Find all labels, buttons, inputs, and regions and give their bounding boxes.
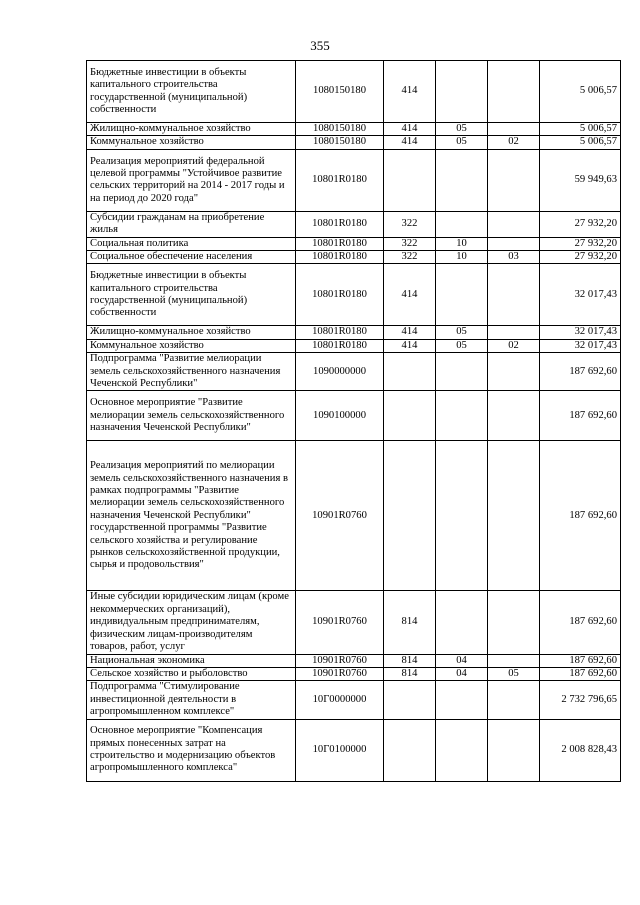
row-code-cell: 1080150180 <box>296 136 384 149</box>
row-subsection-cell <box>488 353 540 391</box>
row-amount-cell: 187 692,60 <box>540 654 621 667</box>
row-code-cell: 10Г0000000 <box>296 681 384 719</box>
row-subsection-cell <box>488 237 540 250</box>
row-name-cell: Основное мероприятие "Компенсация прямых понесенных затрат на строительство и модернизацию объектов агропромышленного комплекса" <box>87 719 296 781</box>
row-subsection-cell: 03 <box>488 251 540 264</box>
table-row <box>87 264 621 326</box>
table-row <box>87 61 621 123</box>
row-section-cell: 10 <box>436 237 488 250</box>
row-section-cell <box>436 719 488 781</box>
row-expense-type-cell: 414 <box>384 339 436 352</box>
row-expense-type-cell <box>384 681 436 719</box>
row-expense-type-cell: 414 <box>384 136 436 149</box>
row-section-cell <box>436 391 488 441</box>
row-expense-type-cell: 814 <box>384 591 436 654</box>
table-row <box>87 123 621 136</box>
row-name-cell: Социальное обеспечение населения <box>87 251 296 264</box>
row-section-cell: 05 <box>436 339 488 352</box>
row-section-cell <box>436 149 488 211</box>
row-section-cell: 05 <box>436 123 488 136</box>
table-row <box>87 211 621 237</box>
row-expense-type-cell: 322 <box>384 251 436 264</box>
row-section-cell: 10 <box>436 251 488 264</box>
table-row <box>87 654 621 667</box>
row-subsection-cell <box>488 149 540 211</box>
row-section-cell <box>436 681 488 719</box>
row-amount-cell: 27 932,20 <box>540 237 621 250</box>
row-expense-type-cell: 814 <box>384 654 436 667</box>
table-row <box>87 441 621 591</box>
row-subsection-cell <box>488 681 540 719</box>
row-amount-cell: 5 006,57 <box>540 123 621 136</box>
row-expense-type-cell <box>384 149 436 211</box>
row-amount-cell: 5 006,57 <box>540 136 621 149</box>
row-code-cell: 10901R0760 <box>296 441 384 591</box>
row-name-cell: Основное мероприятие "Развитие мелиорации земель сельскохозяйственного назначения Чеченской Республики" <box>87 391 296 441</box>
row-subsection-cell <box>488 326 540 339</box>
row-subsection-cell: 02 <box>488 136 540 149</box>
table-row <box>87 667 621 680</box>
row-expense-type-cell: 322 <box>384 211 436 237</box>
row-expense-type-cell: 414 <box>384 61 436 123</box>
row-code-cell: 10801R0180 <box>296 264 384 326</box>
row-expense-type-cell: 814 <box>384 667 436 680</box>
row-amount-cell: 187 692,60 <box>540 353 621 391</box>
row-section-cell: 05 <box>436 326 488 339</box>
table-row <box>87 149 621 211</box>
row-amount-cell: 187 692,60 <box>540 667 621 680</box>
table-row <box>87 237 621 250</box>
row-section-cell <box>436 264 488 326</box>
row-name-cell: Коммунальное хозяйство <box>87 339 296 352</box>
row-amount-cell: 2 008 828,43 <box>540 719 621 781</box>
row-code-cell: 10901R0760 <box>296 667 384 680</box>
row-section-cell: 04 <box>436 667 488 680</box>
row-code-cell: 10801R0180 <box>296 326 384 339</box>
row-name-cell: Коммунальное хозяйство <box>87 136 296 149</box>
row-expense-type-cell <box>384 441 436 591</box>
row-name-cell: Социальная политика <box>87 237 296 250</box>
row-code-cell: 10801R0180 <box>296 211 384 237</box>
row-subsection-cell <box>488 591 540 654</box>
row-code-cell: 1090100000 <box>296 391 384 441</box>
row-subsection-cell: 05 <box>488 667 540 680</box>
table-row <box>87 251 621 264</box>
row-amount-cell: 187 692,60 <box>540 391 621 441</box>
row-code-cell: 1090000000 <box>296 353 384 391</box>
row-amount-cell: 5 006,57 <box>540 61 621 123</box>
row-expense-type-cell <box>384 719 436 781</box>
row-code-cell: 10801R0180 <box>296 339 384 352</box>
row-expense-type-cell: 414 <box>384 326 436 339</box>
table-row <box>87 136 621 149</box>
row-code-cell: 10801R0180 <box>296 237 384 250</box>
row-subsection-cell <box>488 264 540 326</box>
row-name-cell: Реализация мероприятий по мелиорации земель сельскохозяйственного назначения в рамках подпрограммы "Развитие мелиорации земель сельскохозяйственного назначения Чеченской Республики" государственной программы "Развитие сельского хозяйства и регулирование рынков сельскохозяйственной продукции, сырья и продовольствия" <box>87 441 296 591</box>
row-name-cell: Иные субсидии юридическим лицам (кроме некоммерческих организаций), индивидуальным предпринимателям, физическим лицам-производителям товаров, работ, услуг <box>87 591 296 654</box>
row-code-cell: 10801R0180 <box>296 251 384 264</box>
row-expense-type-cell <box>384 353 436 391</box>
row-subsection-cell: 02 <box>488 339 540 352</box>
row-amount-cell: 32 017,43 <box>540 264 621 326</box>
row-expense-type-cell: 414 <box>384 123 436 136</box>
row-subsection-cell <box>488 211 540 237</box>
row-subsection-cell <box>488 123 540 136</box>
row-name-cell: Жилищно-коммунальное хозяйство <box>87 123 296 136</box>
row-code-cell: 10901R0760 <box>296 654 384 667</box>
row-code-cell: 1080150180 <box>296 123 384 136</box>
row-amount-cell: 187 692,60 <box>540 441 621 591</box>
row-name-cell: Бюджетные инвестиции в объекты капитального строительства государственной (муниципальной) собственности <box>87 264 296 326</box>
row-subsection-cell <box>488 719 540 781</box>
row-name-cell: Бюджетные инвестиции в объекты капитального строительства государственной (муниципальной) собственности <box>87 61 296 123</box>
row-name-cell: Реализация мероприятий федеральной целевой программы "Устойчивое развитие сельских территорий на 2014 - 2017 годы и на период до 2020 года" <box>87 149 296 211</box>
row-section-cell <box>436 353 488 391</box>
row-section-cell <box>436 211 488 237</box>
row-code-cell: 10Г0100000 <box>296 719 384 781</box>
row-name-cell: Подпрограмма "Стимулирование инвестиционной деятельности в агропромышленном комплексе" <box>87 681 296 719</box>
table-row <box>87 391 621 441</box>
table-row <box>87 326 621 339</box>
table-row <box>87 353 621 391</box>
row-subsection-cell <box>488 441 540 591</box>
row-amount-cell: 187 692,60 <box>540 591 621 654</box>
table-row <box>87 681 621 719</box>
budget-table-body <box>87 61 621 782</box>
row-expense-type-cell: 322 <box>384 237 436 250</box>
row-subsection-cell <box>488 654 540 667</box>
row-expense-type-cell: 414 <box>384 264 436 326</box>
row-name-cell: Подпрограмма "Развитие мелиорации земель сельскохозяйственного назначения Чеченской Республики" <box>87 353 296 391</box>
row-amount-cell: 27 932,20 <box>540 251 621 264</box>
row-section-cell <box>436 61 488 123</box>
row-code-cell: 1080150180 <box>296 61 384 123</box>
row-amount-cell: 59 949,63 <box>540 149 621 211</box>
row-expense-type-cell <box>384 391 436 441</box>
row-subsection-cell <box>488 61 540 123</box>
row-name-cell: Сельское хозяйство и рыболовство <box>87 667 296 680</box>
row-name-cell: Субсидии гражданам на приобретение жилья <box>87 211 296 237</box>
row-name-cell: Жилищно-коммунальное хозяйство <box>87 326 296 339</box>
row-amount-cell: 2 732 796,65 <box>540 681 621 719</box>
row-amount-cell: 27 932,20 <box>540 211 621 237</box>
row-amount-cell: 32 017,43 <box>540 326 621 339</box>
table-row <box>87 719 621 781</box>
page-number: 355 <box>310 38 330 53</box>
table-row <box>87 591 621 654</box>
row-subsection-cell <box>488 391 540 441</box>
row-section-cell <box>436 441 488 591</box>
row-section-cell: 05 <box>436 136 488 149</box>
row-section-cell <box>436 591 488 654</box>
row-name-cell: Национальная экономика <box>87 654 296 667</box>
row-section-cell: 04 <box>436 654 488 667</box>
row-code-cell: 10801R0180 <box>296 149 384 211</box>
row-amount-cell: 32 017,43 <box>540 339 621 352</box>
budget-table <box>86 60 621 782</box>
row-code-cell: 10901R0760 <box>296 591 384 654</box>
table-row <box>87 339 621 352</box>
